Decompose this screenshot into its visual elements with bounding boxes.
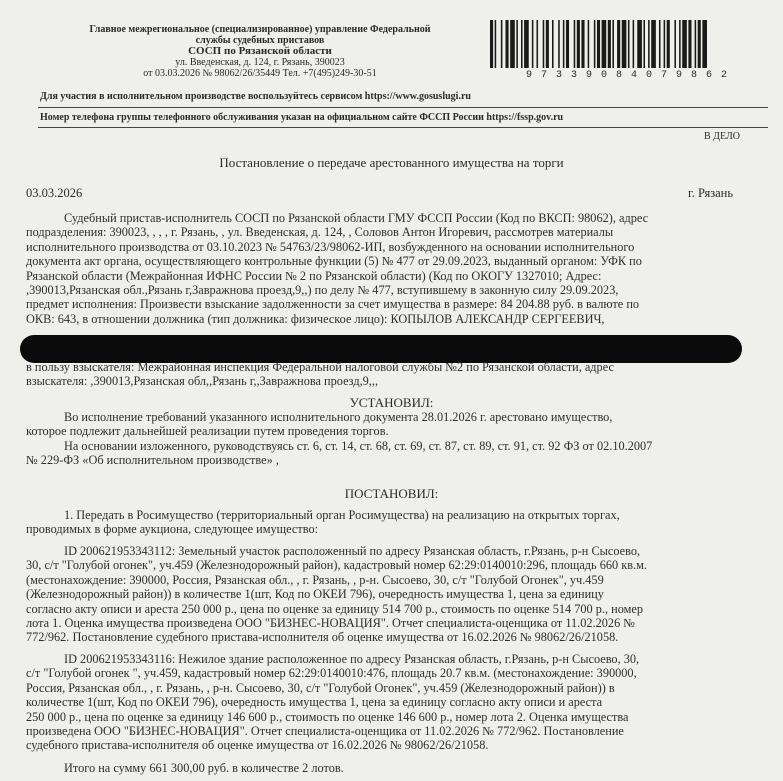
text-line: с/т "Голубой огонек ", уч.459, кадастровый номер 62:29:0140010:476, площадь 20.7 кв.м. (местонахождение: 390000, [26, 666, 637, 681]
text-line: которое подлежит дальнейшей реализации путем проведения торгов. [26, 424, 389, 439]
issuer-block [40, 24, 480, 79]
text-line: (Железнодорожный район)) в количестве 1(шт, Код по ОКЕИ 796), очередность имущества 1, цена за единицу [26, 587, 604, 602]
text-line: (местонахождение: 390000, Россия, Рязанская обл., , г. Рязань, , р-н. Сысоево, 30, с/т "Голубой Огонек", уч.459 [26, 572, 604, 587]
barcode-bars [490, 20, 772, 68]
text-line: Рязанской области (Межрайонная ИФНС России № 2 по Рязанской области) (Код по ОКОГУ 1327010; Адрес: [26, 268, 602, 283]
established-paragraph [26, 410, 746, 468]
intro-paragraph [26, 211, 746, 326]
filing-stamp: В ДЕЛО [704, 131, 740, 142]
text-line: лота 1. Оценка имущества произведена ООО "БИЗНЕС-НОВАЦИЯ". Отчет специалиста-оценщика от 11.02.2026 № [26, 616, 636, 631]
issuer-line-3: СОСП по Рязанской области [188, 45, 332, 57]
text-line: ID 200621953343116: Нежилое здание расположенное по адресу Рязанская область, г.Рязань, р-н Сысоево, 30, [64, 652, 640, 666]
issuer-reference: от 03.03.2026 № 98062/26/35449 Тел. +7(495)249-30-51 [143, 68, 377, 79]
divider [38, 107, 768, 108]
text-line: предмет исполнения: Произвести взыскание задолженности за счет имущества в размере: 84 204.88 руб. в валюте по [26, 297, 640, 312]
text-line: № 229-ФЗ «Об исполнительном производстве» , [26, 453, 279, 468]
ruled-heading: ПОСТАНОВИЛ: [344, 486, 439, 501]
text-line: Россия, Рязанская обл., , г. Рязань, , р-н. Сысоево, 30, с/т "Голубой Огонек", уч.459 (Железнодорожный район)) в [26, 680, 615, 695]
property-item-2 [26, 652, 746, 753]
text-line: подразделения: 390023, , , , г. Рязань, , ул. Введенская, д. 124, , Соловов Антон Игоревич, рассмотрев материалы [26, 225, 614, 240]
text-line: Во исполнение требований указанного исполнительного документа 28.01.2026 г. арестовано имущество, [64, 410, 613, 424]
claimant-paragraph [26, 360, 746, 389]
barcode [490, 20, 772, 82]
text-line: ID 200621953343112: Земельный участок расположенный по адресу Рязанская область, г.Рязань, р-н Сысоево, [64, 544, 641, 558]
established-heading: УСТАНОВИЛ: [349, 395, 434, 410]
total-line: Итого на сумму 661 300,00 руб. в количестве 2 лотов. [64, 761, 344, 775]
text-line: 250 000 р., цена по оценке за единицу 146 600 р., стоимость по оценке 146 600 р., номер лота 2. Оценка имущества [26, 709, 629, 724]
text-line: На основании изложенного, руководствуясь ст. 6, ст. 14, ст. 68, ст. 69, ст. 87, ст. 89, ст. 91, ст. 92 ФЗ от 02.10.2007 [64, 438, 653, 453]
divider [38, 127, 768, 128]
text-line: ,390013,Рязанская обл.,Рязань г,Завражнова проезд,9,,) по делу № 477, вступившему в законную силу 29.09.2023, [26, 283, 619, 298]
barcode-number: 97339084079862 [525, 70, 736, 81]
text-line: судебного пристава-исполнителя об оценке имущества от 16.02.2026 № 98062/26/21058. [26, 738, 489, 753]
document-title: Постановление о передаче арестованного имущества на торги [219, 155, 564, 170]
text-line: в пользу взыскателя: Межрайонная инспекция Федеральной налоговой службы №2 по Рязанской области, адрес [26, 360, 614, 374]
text-line: проводимых в форме аукциона, следующее имущество: [26, 522, 319, 537]
text-line: согласно акту описи и ареста 250 000 р., цена по оценке за единицу 514 700 р., стоимость по оценке 514 700 р., номер [26, 601, 643, 616]
issuer-line-1: Главное межрегиональное (специализированное) управление Федеральной [89, 24, 431, 35]
text-line: взыскателя: ,390013,Рязанская обл,,Рязань г,,Завражнова проезд,9,,, [26, 374, 379, 389]
property-item-1 [26, 544, 746, 645]
text-line: 1. Передать в Росимущество (территориальный орган Росимущества) на реализацию на открытых торгах, [64, 508, 620, 522]
document-date: 03.03.2026 [26, 186, 83, 200]
text-line: 772/962. Постановление судебного пристава-исполнителя об оценке имущества от 16.02.2026 № 98062/26/21058. [26, 630, 619, 645]
phone-note: Номер телефона группы телефонного обслуживания указан на официальном сайте ФССП России https://fssp.gov.ru [40, 112, 564, 123]
issuer-address: ул. Введенская, д. 124, г. Рязань, 390023 [175, 57, 345, 68]
text-line: исполнительного производства от 03.10.2023 № 54763/23/98062-ИП, возбужденного на основании исполнительного [26, 239, 635, 254]
document-city: г. Рязань [688, 186, 734, 200]
text-line: количестве 1(шт, Код по ОКЕИ 796), очередность имущества 1, цена за единицу согласно акту описи и ареста [26, 695, 603, 710]
text-line: произведена ООО "БИЗНЕС-НОВАЦИЯ". Отчет специалиста-оценщика от 11.02.2026 № 772/962. Постановление [26, 724, 624, 739]
text-line: ОКВ: 643, в отношении должника (тип должника: физическое лицо): КОПЫЛОВ АЛЕКСАНДР СЕРГЕЕВИЧ, [26, 311, 605, 326]
text-line: 30, с/т "Голубой огонек", уч.459 (Железнодорожный район), кадастровый номер 62:29:0140010:296, площадь 660 кв.м. [26, 558, 647, 573]
text-line: документа акт органа, осуществляющего контрольные функции (5) № 477 от 29.09.2023, выданный органом: УФК по [26, 254, 642, 269]
ruled-intro-paragraph [26, 508, 746, 537]
redaction-bar [20, 335, 742, 363]
issuer-line-2: службы судебных приставов [195, 35, 325, 46]
text-line: Судебный пристав-исполнитель СОСП по Рязанской области ГМУ ФССП России (Код по ВКСП: 98062), адрес [64, 211, 649, 225]
gosuslugi-note: Для участия в исполнительном производстве воспользуйтесь сервисом https://www.gosuslugi.ru [40, 91, 471, 102]
